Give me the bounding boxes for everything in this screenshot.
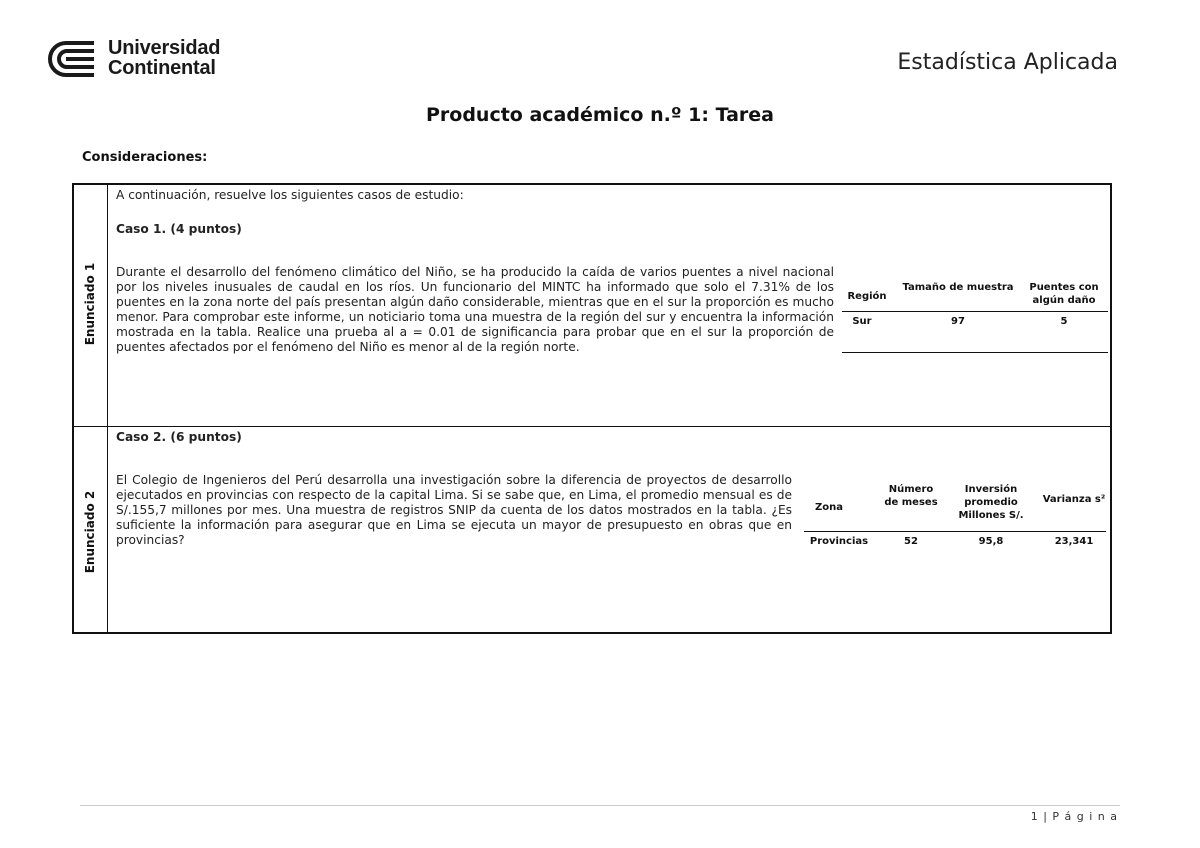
case-2-title: Caso 2. (6 puntos) — [116, 430, 242, 444]
case-2-table — [804, 479, 1106, 559]
table-cell: 23,341 — [1054, 536, 1094, 547]
table-header-cell: Número de meses — [884, 484, 938, 508]
intro-text: A continuación, resuelve los siguientes casos de estudio: — [116, 188, 464, 202]
university-logo-icon — [48, 40, 98, 78]
case-1-table — [842, 277, 1108, 357]
enunciado-2-label: Enunciado 2 — [83, 490, 97, 574]
table-header-cell: Tamaño de muestra — [902, 282, 1014, 293]
table-header-cell: Varianza s² — [1042, 494, 1106, 505]
table-rule — [842, 352, 1108, 353]
page-word: | P á g i n a — [1043, 810, 1118, 823]
table-rule — [842, 311, 1108, 312]
considerations-label: Consideraciones: — [82, 150, 208, 165]
course-name: Estadística Aplicada — [897, 50, 1118, 75]
logo-text — [108, 38, 220, 78]
row-divider — [74, 426, 1110, 427]
page-number: 1 — [1030, 810, 1039, 823]
table-cell: Provincias — [809, 536, 869, 547]
table-header-cell: Puentes con algún daño — [1029, 282, 1099, 306]
table-cell: Sur — [852, 316, 872, 327]
table-header-cell: Inversión promedio Millones S/. — [958, 484, 1024, 521]
university-logo — [48, 38, 238, 82]
table-rule — [804, 531, 1106, 532]
table-cell: 5 — [1060, 316, 1068, 327]
side-divider — [107, 185, 108, 632]
document-title: Producto académico n.º 1: Tarea — [425, 104, 775, 126]
enunciado-1-label: Enunciado 1 — [83, 262, 97, 346]
footer-divider — [80, 805, 1120, 806]
table-cell: 52 — [904, 536, 918, 547]
logo-line-2: Continental — [108, 57, 216, 79]
table-cell: 95,8 — [978, 536, 1004, 547]
table-header-cell: Zona — [815, 502, 843, 513]
table-cell: 97 — [951, 316, 965, 327]
table-header-cell: Región — [847, 291, 887, 302]
page-footer — [1031, 810, 1118, 823]
content-frame — [72, 183, 1112, 634]
case-1-title: Caso 1. (4 puntos) — [116, 222, 242, 236]
case-2-body: El Colegio de Ingenieros del Perú desarrolla una investigación sobre la diferencia de proyectos de desarrollo ejecutados en provincias con respecto de la capital Lima. Si se sabe que, en Lima, el promedio mensual es de S/.155,7 millones por mes. Una muestra de registros SNIP da cuenta de los datos mostrados en la tabla. ¿Es suficiente la información para asegurar que en Lima se ejecuta un mayor de presupuesto en obras que en provincias? — [116, 473, 792, 547]
logo-line-1: Universidad — [108, 37, 221, 59]
case-1-body: Durante el desarrollo del fenómeno climático del Niño, se ha producido la caída de varios puentes a nivel nacional por los niveles inusuales de caudal en los ríos. Un funcionario del MINTC ha informado que solo el 7.31% de los puentes en la zona norte del país presentan algún daño considerable, mientras que en el sur la proporción es mucho menor. Para comprobar este informe, un noticiario toma una muestra de la región del sur y encuentra la información mostrada en la tabla. Realice una prueba al a = 0.01 de significancia para probar que en el sur la proporción de puentes afectados por el fenómeno del Niño es menor al de la región norte. — [116, 265, 834, 354]
